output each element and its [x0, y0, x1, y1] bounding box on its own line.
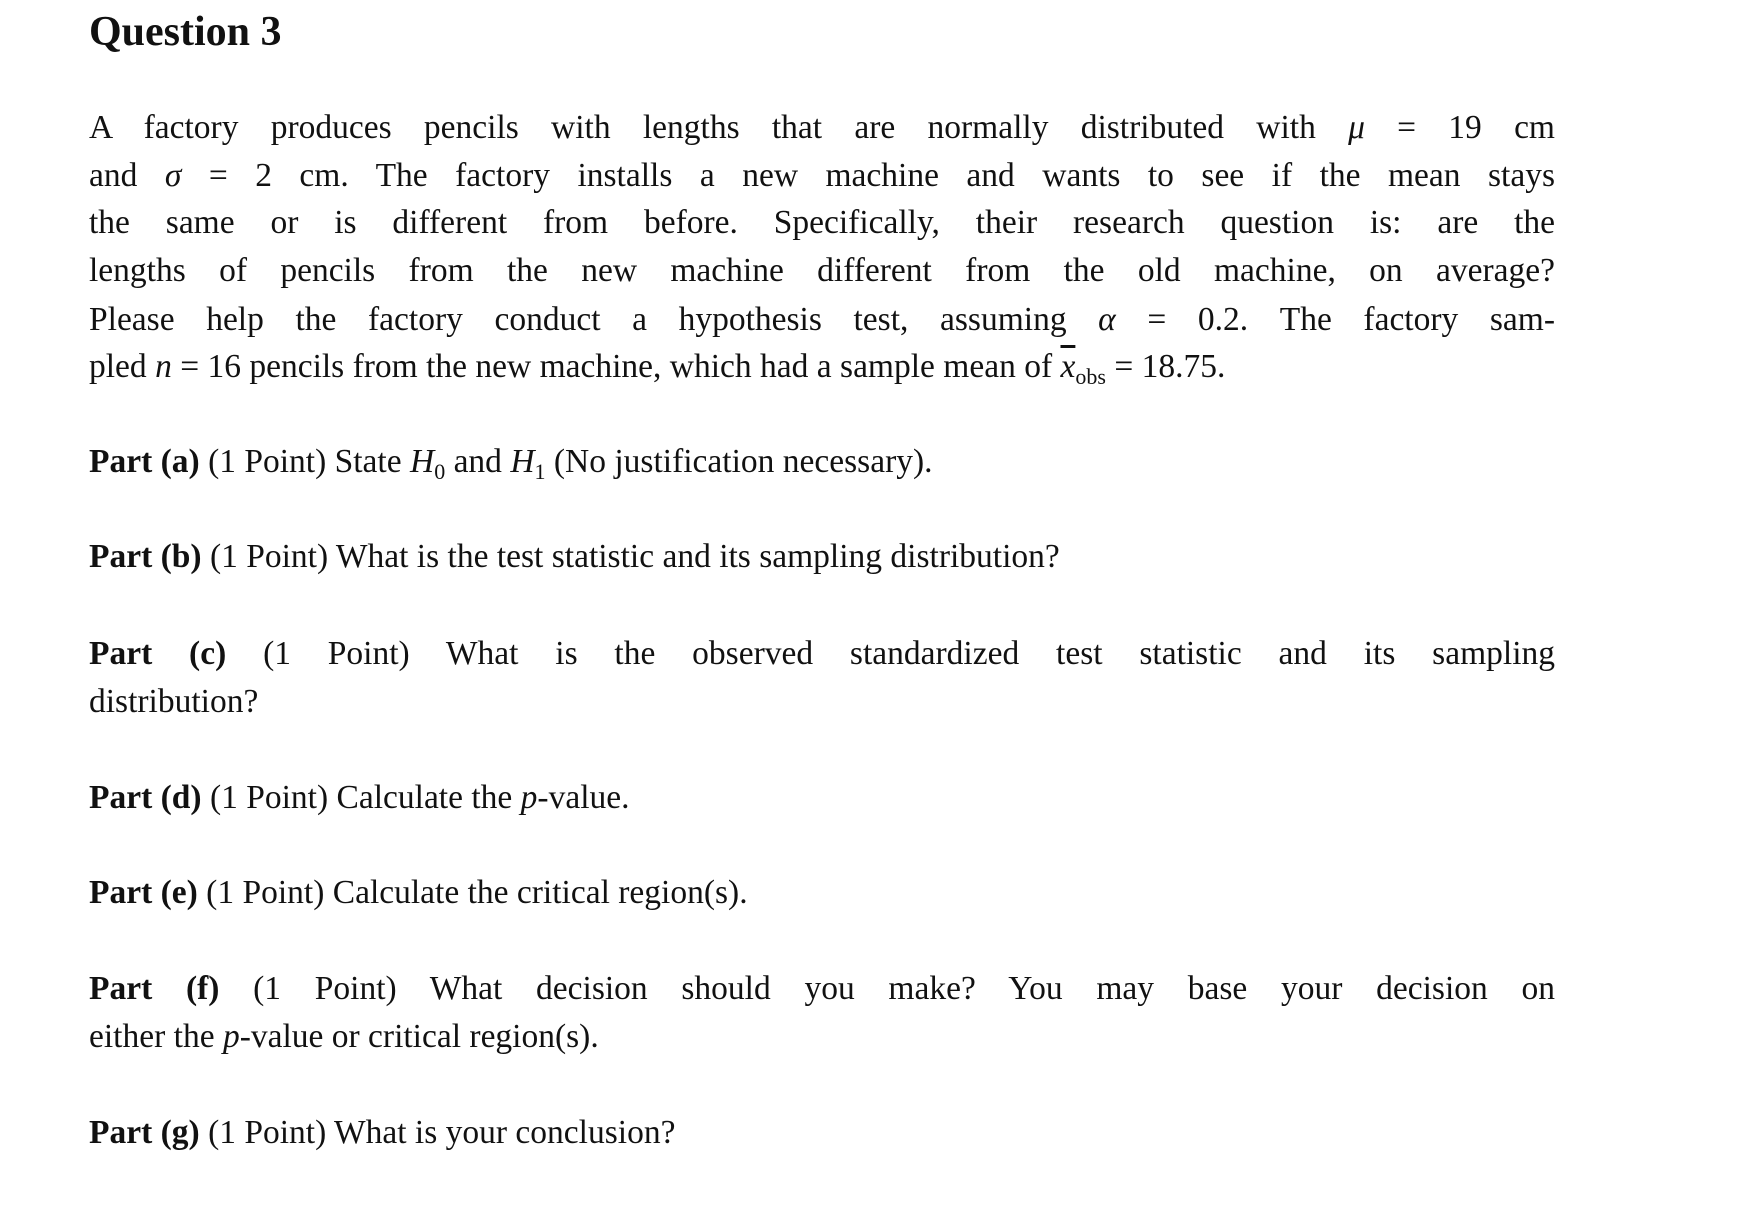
intro-line — [89, 247, 1555, 295]
question-title: Question 3 — [89, 9, 282, 55]
text-segment: = 19 cm — [1364, 109, 1555, 146]
text-segment: and — [445, 443, 511, 480]
intro-line — [89, 343, 1555, 391]
text-segment: pled — [89, 348, 156, 385]
part-label: Part (f) — [89, 970, 220, 1007]
text-segment: Please help the factory conduct a hypothesis test, assuming — [89, 301, 1099, 338]
text-segment: (1 Point) What decision should you make? You may base your decision on — [219, 970, 1555, 1007]
text-segment: (1 Point) What is the test statistic and its sampling distribution? — [201, 538, 1060, 575]
text-segment: distribution? — [89, 683, 259, 720]
intro-line — [89, 296, 1555, 344]
part-b-line — [89, 533, 1555, 581]
part-a-line — [89, 438, 1555, 486]
text-segment: = 2 cm. The factory installs a new machine and wants to see if the mean stays — [181, 157, 1555, 194]
math-symbol: p — [222, 1018, 240, 1055]
part-f-line — [89, 965, 1555, 1013]
text-segment: the same or is different from before. Specifically, their research question is: are the — [89, 204, 1555, 241]
intro-line — [89, 152, 1555, 200]
part-label: Part (c) — [89, 635, 227, 672]
part-c-line — [89, 630, 1555, 678]
math-symbol: $\overline{x}$ — [1060, 348, 1076, 385]
math-symbol: μ — [1348, 109, 1365, 146]
intro-line — [89, 199, 1555, 247]
text-segment: -value. — [537, 779, 630, 816]
text-segment: (No justification necessary). — [545, 443, 933, 480]
math-symbol: obs — [1075, 364, 1106, 389]
part-label: Part (b) — [89, 538, 202, 575]
part-d-line — [89, 774, 1555, 822]
math-symbol: σ — [164, 157, 182, 194]
math-symbol: α — [1098, 301, 1116, 338]
part-label: Part (e) — [89, 874, 198, 911]
text-segment: = 18.75. — [1105, 348, 1226, 385]
part-label: Part (g) — [89, 1114, 200, 1151]
intro-line — [89, 104, 1555, 152]
text-segment: (1 Point) Calculate the critical region(s). — [197, 874, 748, 911]
text-segment: = 0.2. The factory sam- — [1115, 301, 1555, 338]
text-segment: (1 Point) What is your conclusion? — [199, 1114, 676, 1151]
part-e-line — [89, 869, 1555, 917]
text-segment: = 16 pencils from the new machine, which had a sample mean of — [171, 348, 1061, 385]
text-segment: (1 Point) State — [199, 443, 410, 480]
part-g-line — [89, 1109, 1555, 1157]
part-label: Part (a) — [89, 443, 200, 480]
part-label: Part (d) — [89, 779, 202, 816]
text-segment: (1 Point) Calculate the — [201, 779, 521, 816]
math-symbol: p — [520, 779, 538, 816]
math-symbol: 0 — [434, 459, 446, 484]
part-f-line — [89, 1013, 1555, 1061]
text-segment: lengths of pencils from the new machine different from the old machine, on average? — [89, 252, 1555, 289]
text-segment: (1 Point) What is the observed standardized test statistic and its sampling — [226, 635, 1556, 672]
text-segment: and — [89, 157, 165, 194]
text-segment: A factory produces pencils with lengths that are normally distributed with — [89, 109, 1349, 146]
math-symbol: 1 — [534, 459, 546, 484]
part-c-line — [89, 678, 1555, 726]
math-symbol: H — [510, 443, 535, 480]
text-segment: -value or critical region(s). — [239, 1018, 599, 1055]
math-symbol: H — [409, 443, 435, 480]
text-segment: either the — [89, 1018, 223, 1055]
math-symbol: n — [155, 348, 172, 385]
